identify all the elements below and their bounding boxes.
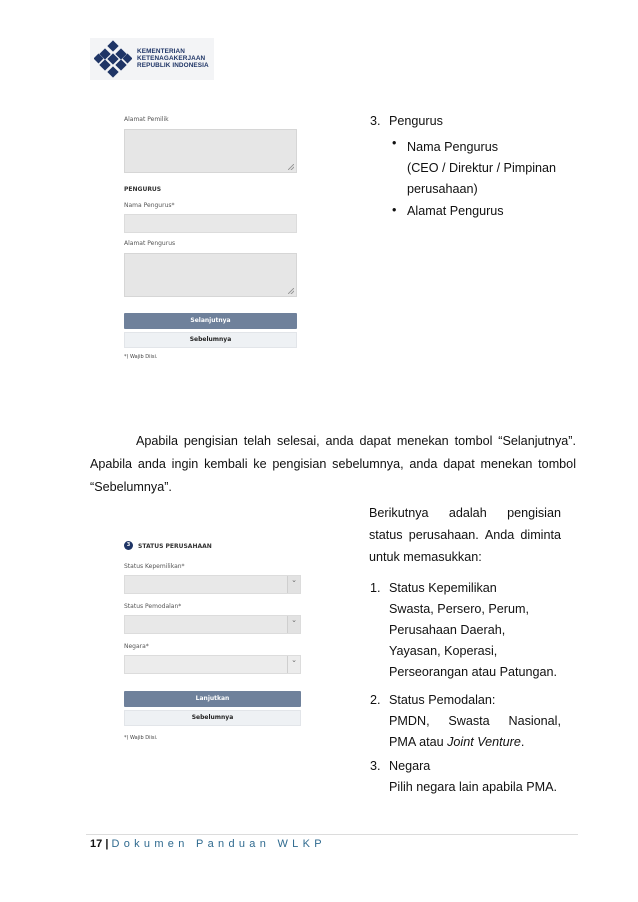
ministry-name-line3: REPUBLIK INDONESIA [137, 62, 209, 70]
intro-word: pengisian [507, 506, 561, 520]
ministry-name [137, 48, 209, 70]
list-text: PMA atau [389, 735, 448, 749]
paragraph-line: Apabila pengisian telah selesai, anda dapat menekan tombol “Selanjutnya”. [136, 434, 576, 448]
list-item-line: Yayasan, Koperasi, [389, 644, 498, 658]
page-footer [90, 838, 326, 850]
status-pemodalan-label: Status Pemodalan* [124, 603, 182, 610]
intro-word: diminta [520, 528, 561, 542]
sebelumnya-button[interactable]: Sebelumnya [124, 710, 301, 726]
intro-word: Anda [484, 528, 515, 542]
negara-label: Negara* [124, 643, 149, 650]
list-number-pengurus: 3. [370, 114, 381, 128]
bullet-line: Nama Pengurus [407, 140, 499, 154]
list-number: 1. [370, 581, 381, 595]
bullet-line: (CEO / Direktur / Pimpinan [407, 161, 557, 175]
nama-pengurus-label: Nama Pengurus* [124, 202, 175, 209]
list-title-pengurus: Pengurus [389, 114, 443, 128]
list-word: Nasional, [508, 714, 561, 728]
lanjutkan-button[interactable]: Lanjutkan [124, 691, 301, 707]
status-pemodalan-select[interactable] [124, 615, 301, 634]
list-number: 2. [370, 693, 381, 707]
sebelumnya-button[interactable]: Sebelumnya [124, 332, 297, 348]
footer-separator: | [105, 838, 109, 850]
list-item-line [389, 732, 561, 753]
document-title: Dokumen Panduan WLKP [111, 838, 326, 850]
list-item-line: Swasta, Persero, Perum, [389, 602, 529, 616]
intro-word: status [369, 528, 403, 542]
list-item-line: Perusahaan Daerah, [389, 623, 506, 637]
bullet-line: perusahaan) [407, 182, 478, 196]
intro-line: untuk memasukkan: [369, 550, 482, 564]
alamat-pengurus-textarea[interactable] [124, 253, 297, 297]
list-word: PMDN, [389, 714, 430, 728]
paragraph-line: Apabila anda ingin kembali ke pengisian sebelumnya, anda dapat menekan tombol [90, 457, 576, 471]
bullet-icon: • [392, 136, 397, 150]
list-text: . [520, 735, 525, 749]
ministry-emblem-icon [94, 40, 132, 78]
list-number: 3. [370, 759, 381, 773]
chevron-down-icon[interactable]: ⌄ [287, 656, 300, 673]
list-item-line [389, 711, 561, 732]
nama-pengurus-input[interactable] [124, 214, 297, 233]
page-number: 17 [90, 838, 103, 850]
instruction-paragraph [90, 430, 576, 499]
required-note: *) Wajib Diisi. [124, 354, 158, 360]
paragraph-line: “Sebelumnya”. [90, 480, 172, 494]
ministry-logo [90, 38, 214, 80]
alamat-pemilik-label: Alamat Pemilik [124, 116, 169, 123]
intro-word: Berikutnya [369, 506, 429, 520]
chevron-down-icon[interactable]: ⌄ [287, 576, 300, 593]
chevron-down-icon[interactable]: ⌄ [287, 616, 300, 633]
ministry-name-line2: KETENAGAKERJAAN [137, 55, 206, 63]
intro-text [369, 502, 561, 568]
bullet-item-alamat-pengurus: Alamat Pengurus [407, 204, 504, 218]
selanjutnya-button[interactable]: Selanjutnya [124, 313, 297, 329]
pengurus-section-heading: PENGURUS [124, 186, 162, 193]
list-text-italic: Joint Venture [447, 735, 521, 749]
resize-handle-icon[interactable] [288, 164, 294, 170]
intro-word: perusahaan. [408, 528, 479, 542]
required-note: *) Wajib Diisi. [124, 735, 158, 741]
resize-handle-icon[interactable] [288, 288, 294, 294]
negara-select[interactable] [124, 655, 301, 674]
list-item-title: Negara [389, 759, 431, 773]
status-perusahaan-heading: STATUS PERUSAHAAN [138, 543, 212, 550]
bullet-item-nama-pengurus [407, 137, 556, 200]
list-item-status-kepemilikan [389, 578, 557, 683]
ministry-name-line1: KEMENTERIAN [137, 48, 185, 55]
alamat-pengurus-label: Alamat Pengurus [124, 240, 176, 247]
intro-line [369, 524, 561, 546]
list-item-title: Status Pemodalan: [389, 693, 496, 707]
list-item-status-pemodalan [389, 690, 561, 753]
intro-word: adalah [448, 506, 487, 520]
list-word: Swasta [448, 714, 490, 728]
list-item-line: Pilih negara lain apabila PMA. [389, 780, 558, 794]
alamat-pemilik-textarea[interactable] [124, 129, 297, 173]
step-number-badge: 3 [124, 541, 133, 550]
list-item-line: Perseorangan atau Patungan. [389, 665, 558, 679]
list-item-negara [389, 756, 557, 798]
status-kepemilikan-label: Status Kepemilikan* [124, 563, 185, 570]
intro-line [369, 502, 561, 524]
footer-divider [86, 834, 578, 835]
list-item-title: Status Kepemilikan [389, 581, 497, 595]
bullet-icon: • [392, 203, 397, 217]
status-kepemilikan-select[interactable] [124, 575, 301, 594]
